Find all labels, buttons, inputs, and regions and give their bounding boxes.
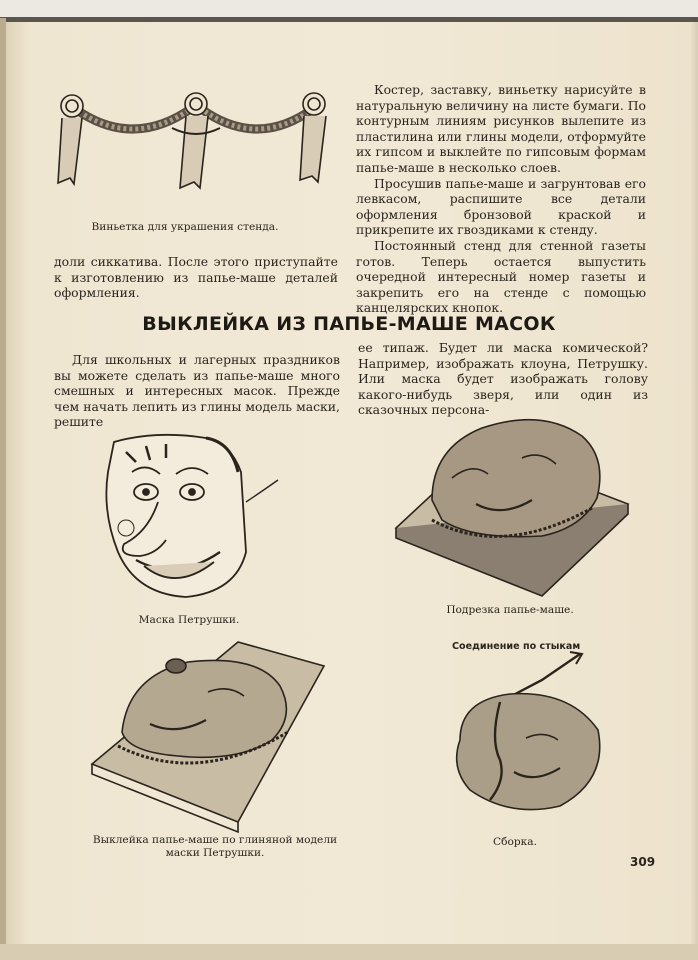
petrushka-mask-illustration [96,432,286,602]
section-heading: ВЫКЛЕЙКА ИЗ ПАПЬЕ-МАШЕ МАСОК [142,313,556,335]
caption-assembly: Сборка. [493,836,537,848]
right-column-section-text [358,340,648,418]
caption-gluing-line1: Выклейка папье-маше по глиняной модели [92,834,338,846]
caption-gluing [84,834,346,860]
trimming-illustration [392,408,632,598]
vignette-illustration [52,88,340,196]
page-bottom-edge [0,944,698,960]
gluing-illustration [88,636,328,826]
paragraph: Просушив папье-маше и загрунтовав его левкасом, распишите все детали оформления бронзовой краской и прикрепите их гвоздиками к стенду. [356,175,646,238]
right-column-top-text [356,82,646,316]
paragraph: доли сиккатива. После этого приступайте к изготовлению из папье-маше деталей оформления. [54,254,338,301]
assembly-illustration [430,650,610,820]
paragraph: Костер, заставку, виньетку нарисуйте в натуральную величину на листе бумаги. По контурным линиям рисунков вылепите из пластилина или глины модели, отформуйте их гипсом и выклейте по гипсовым формам папье-маше в несколько слоев. [356,82,646,175]
paragraph: ее типаж. Будет ли маска комической? Например, изображать клоуна, Петрушку. Или маска будет изображать голову какого-нибудь зверя, или один из сказочных персона- [358,340,648,418]
caption-petrushka-mask: Маска Петрушки. [138,614,240,626]
scan-top-edge [0,0,698,20]
caption-vignette: Виньетка для украшения стенда. [91,221,279,233]
page-left-edge [0,18,6,960]
caption-gluing-line2: маски Петрушки. [165,847,265,859]
left-column-top-text [54,254,338,301]
paragraph: Постоянный стенд для стенной газеты готов. Теперь остается выпустить очередной интересный номер газеты и закрепить его на стенде с помощью канцелярских кнопок. [356,237,646,316]
joint-label: Соединение по стыкам [452,641,581,652]
left-column-section-text [54,352,340,430]
caption-trimming: Подрезка папье-маше. [446,604,574,616]
paragraph: Для школьных и лагерных праздников вы можете сделать из папье-маше много смешных и интересных масок. Прежде чем начать лепить из глины модель маски, решите [54,352,340,430]
page-number: 309 [630,855,656,869]
